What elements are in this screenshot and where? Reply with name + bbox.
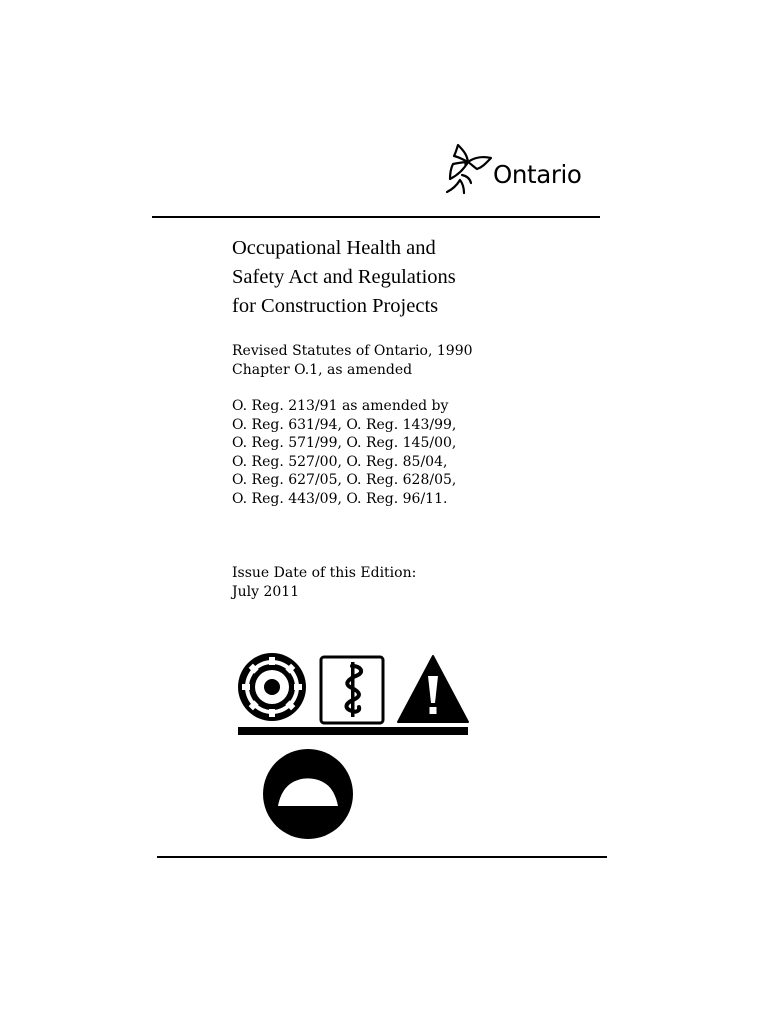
issue-date: [232, 564, 416, 601]
statute-line: Chapter O.1, as amended: [232, 361, 413, 378]
title-line: for Construction Projects: [232, 295, 439, 317]
bottom-divider: [157, 856, 607, 858]
regulation-line: O. Reg. 631/94, O. Reg. 143/99,: [232, 416, 457, 433]
ontario-wordmark: Ontario: [493, 160, 582, 189]
caduceus-icon: [321, 657, 383, 723]
regulation-line: O. Reg. 627/05, O. Reg. 628/05,: [232, 472, 457, 488]
title-line: Safety Act and Regulations: [232, 266, 456, 288]
hard-hat-icon: [263, 749, 353, 839]
title-line: Occupational Health and: [232, 237, 436, 259]
symbol-shelf-bar: [238, 727, 468, 735]
issue-date-label: Issue Date of this Edition:: [232, 565, 417, 581]
safety-symbols: [236, 652, 472, 842]
regulation-line: O. Reg. 443/09, O. Reg. 96/11.: [232, 490, 448, 507]
warning-icon: [398, 656, 468, 722]
statute-line: Revised Statutes of Ontario, 1990: [232, 343, 473, 359]
gear-icon: [238, 653, 306, 721]
issue-date-value: July 2011: [232, 583, 300, 600]
ontario-logo: [444, 142, 596, 200]
trillium-icon: [444, 142, 498, 196]
statute-reference: [232, 342, 473, 379]
regulation-line: O. Reg. 213/91 as amended by: [232, 398, 449, 414]
regulation-line: O. Reg. 527/00, O. Reg. 85/04,: [232, 453, 448, 470]
top-divider: [152, 216, 600, 218]
regulation-list: [232, 397, 456, 508]
document-title: [232, 234, 456, 321]
regulation-line: O. Reg. 571/99, O. Reg. 145/00,: [232, 435, 457, 451]
